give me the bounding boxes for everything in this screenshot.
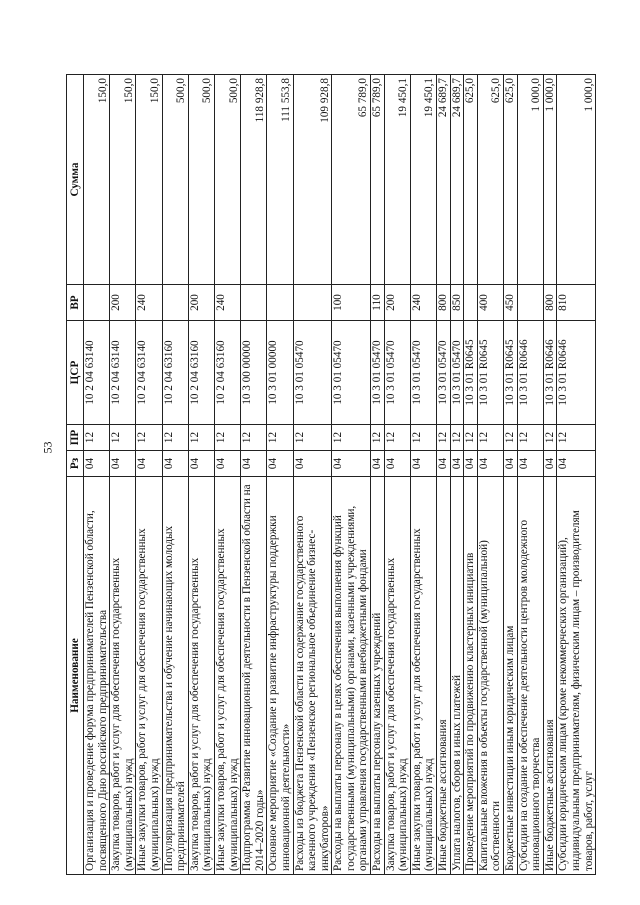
- cell-csr: 10 3 01 05470: [384, 321, 410, 425]
- cell-name: Проведение мероприятий по продвижению кластерных инициатив: [464, 477, 478, 875]
- cell-csr: 10 3 01 05470: [332, 321, 371, 425]
- cell-pr: 12: [384, 425, 410, 451]
- cell-csr: 10 2 04 63140: [110, 321, 136, 425]
- cell-rz: 04: [110, 451, 136, 477]
- cell-name: Расходы на выплаты персоналу казенных учреждений: [371, 477, 385, 875]
- cell-rz: 04: [437, 451, 451, 477]
- table-row: [84, 75, 110, 875]
- page-number: 53: [40, 441, 55, 454]
- cell-name: Организация и проведение форума предпринимателей Пензенской области, посвященного Дню российского предпринимательства: [84, 477, 110, 875]
- cell-name: Субсидии на создание и обеспечение деятельности центров молодежного инновационного творчества: [517, 477, 543, 875]
- cell-vr: [84, 285, 110, 321]
- cell-pr: 12: [464, 425, 478, 451]
- cell-pr: 12: [162, 425, 188, 451]
- cell-sum: 500,0: [214, 75, 240, 285]
- cell-vr: 800: [543, 285, 557, 321]
- cell-rz: 04: [241, 451, 267, 477]
- cell-name: Подпрограмма «Развитие инновационной деятельности в Пензенской области на 2014–2020 годы»: [241, 477, 267, 875]
- cell-sum: 150,0: [136, 75, 162, 285]
- cell-name: Иные бюджетные ассигнования: [543, 477, 557, 875]
- cell-sum: 625,0: [464, 75, 478, 285]
- cell-vr: 850: [450, 285, 464, 321]
- cell-sum: 625,0: [504, 75, 518, 285]
- table-row: [437, 75, 451, 875]
- cell-vr: 200: [384, 285, 410, 321]
- cell-pr: 12: [214, 425, 240, 451]
- cell-csr: 10 2 04 63160: [214, 321, 240, 425]
- cell-rz: 04: [517, 451, 543, 477]
- cell-csr: 10 2 04 63160: [162, 321, 188, 425]
- header-sum: Сумма: [67, 75, 84, 285]
- cell-sum: 1 000,0: [543, 75, 557, 285]
- cell-rz: 04: [450, 451, 464, 477]
- cell-vr: 240: [214, 285, 240, 321]
- cell-rz: 04: [136, 451, 162, 477]
- cell-pr: 12: [517, 425, 543, 451]
- table-row: [136, 75, 162, 875]
- cell-name: Закупка товаров, работ и услуг для обеспечения государственных (муниципальных) нужд: [384, 477, 410, 875]
- table-row: [162, 75, 188, 875]
- cell-rz: 04: [371, 451, 385, 477]
- cell-csr: 10 3 01 R0646: [557, 321, 596, 425]
- cell-csr: 10 3 01 R0645: [504, 321, 518, 425]
- cell-rz: 04: [162, 451, 188, 477]
- cell-name: Закупка товаров, работ и услуг для обеспечения государственных (муниципальных) нужд: [110, 477, 136, 875]
- cell-pr: 12: [188, 425, 214, 451]
- cell-sum: 24 689,7: [450, 75, 464, 285]
- cell-name: Популяризация предпринимательства и обучение начинающих молодых предпринимателей: [162, 477, 188, 875]
- budget-table: [66, 74, 596, 875]
- cell-csr: 10 2 04 63140: [84, 321, 110, 425]
- table-row: [214, 75, 240, 875]
- cell-rz: 04: [332, 451, 371, 477]
- cell-vr: [267, 285, 293, 321]
- cell-vr: [464, 285, 478, 321]
- cell-rz: 04: [384, 451, 410, 477]
- cell-rz: 04: [84, 451, 110, 477]
- cell-vr: 800: [437, 285, 451, 321]
- cell-name: Закупка товаров, работ и услуг для обеспечения государственных (муниципальных) нужд: [188, 477, 214, 875]
- cell-pr: 12: [110, 425, 136, 451]
- cell-sum: 150,0: [110, 75, 136, 285]
- cell-vr: [293, 285, 332, 321]
- cell-name: Иные бюджетные ассигнования: [437, 477, 451, 875]
- table-row: [450, 75, 464, 875]
- rotated-page-content: [66, 75, 595, 875]
- cell-sum: 1 000,0: [517, 75, 543, 285]
- cell-sum: 1 000,0: [557, 75, 596, 285]
- table-body: [84, 75, 596, 875]
- cell-pr: 12: [293, 425, 332, 451]
- cell-pr: 12: [477, 425, 503, 451]
- cell-name: Иные закупки товаров, работ и услуг для обеспечения государственных (муниципальных) нужд: [214, 477, 240, 875]
- table-row: [188, 75, 214, 875]
- table-row: [332, 75, 371, 875]
- table-row: [543, 75, 557, 875]
- table-row: [110, 75, 136, 875]
- cell-name: Расходы из бюджета Пензенской области на содержание государственного казенного учреждения «Пензенское региональное объединение бизнес-инкубаторов»: [293, 477, 332, 875]
- cell-name: Иные закупки товаров, работ и услуг для обеспечения государственных (муниципальных) нужд: [136, 477, 162, 875]
- cell-name: Уплата налогов, сборов и иных платежей: [450, 477, 464, 875]
- cell-vr: 240: [136, 285, 162, 321]
- table-row: [371, 75, 385, 875]
- cell-vr: 200: [188, 285, 214, 321]
- cell-rz: 04: [188, 451, 214, 477]
- cell-rz: 04: [267, 451, 293, 477]
- cell-sum: 19 450,1: [384, 75, 410, 285]
- cell-pr: 12: [136, 425, 162, 451]
- cell-pr: 12: [267, 425, 293, 451]
- table-row: [464, 75, 478, 875]
- table-row: [410, 75, 436, 875]
- cell-sum: 500,0: [188, 75, 214, 285]
- table-row: [504, 75, 518, 875]
- cell-sum: 625,0: [477, 75, 503, 285]
- header-rz: Рз: [67, 451, 84, 477]
- cell-name: Субсидии юридическим лицам (кроме некоммерческих организаций), индивидуальным предпринимателям, физическим лицам – производителям товаров, работ, услуг: [557, 477, 596, 875]
- cell-sum: 500,0: [162, 75, 188, 285]
- table-row: [293, 75, 332, 875]
- cell-sum: 65 789,0: [371, 75, 385, 285]
- cell-csr: 10 3 01 05470: [371, 321, 385, 425]
- table-header-row: [67, 75, 84, 875]
- cell-vr: [162, 285, 188, 321]
- cell-pr: 12: [437, 425, 451, 451]
- cell-vr: 450: [504, 285, 518, 321]
- cell-vr: 240: [410, 285, 436, 321]
- cell-pr: 12: [504, 425, 518, 451]
- cell-pr: 12: [410, 425, 436, 451]
- cell-vr: 200: [110, 285, 136, 321]
- cell-csr: 10 2 04 63160: [188, 321, 214, 425]
- header-csr: ЦСР: [67, 321, 84, 425]
- cell-csr: 10 3 01 05470: [437, 321, 451, 425]
- cell-sum: 109 928,8: [293, 75, 332, 285]
- cell-vr: [517, 285, 543, 321]
- cell-csr: 10 2 04 63140: [136, 321, 162, 425]
- cell-rz: 04: [543, 451, 557, 477]
- header-name: Наименование: [67, 477, 84, 875]
- cell-rz: 04: [410, 451, 436, 477]
- header-pr: ПР: [67, 425, 84, 451]
- table-row: [477, 75, 503, 875]
- cell-sum: 111 553,8: [267, 75, 293, 285]
- cell-name: Бюджетные инвестиции иным юридическим лицам: [504, 477, 518, 875]
- table-row: [267, 75, 293, 875]
- table-row: [557, 75, 596, 875]
- cell-csr: 10 3 01 05470: [450, 321, 464, 425]
- cell-pr: 12: [543, 425, 557, 451]
- cell-vr: [241, 285, 267, 321]
- cell-name: Расходы на выплаты персоналу в целях обеспечения выполнения функций государственными (муниципальными) органами, казенными учреждениями, органами управления государственными внебюджетными фондами: [332, 477, 371, 875]
- cell-vr: 810: [557, 285, 596, 321]
- cell-vr: 100: [332, 285, 371, 321]
- cell-pr: 12: [557, 425, 596, 451]
- cell-sum: 19 450,1: [410, 75, 436, 285]
- cell-csr: 10 3 01 R0646: [543, 321, 557, 425]
- cell-sum: 150,0: [84, 75, 110, 285]
- cell-rz: 04: [464, 451, 478, 477]
- cell-vr: 400: [477, 285, 503, 321]
- cell-pr: 12: [241, 425, 267, 451]
- cell-sum: 118 928,8: [241, 75, 267, 285]
- cell-pr: 12: [450, 425, 464, 451]
- cell-name: Иные закупки товаров, работ и услуг для обеспечения государственных (муниципальных) нужд: [410, 477, 436, 875]
- table-row: [517, 75, 543, 875]
- cell-pr: 12: [332, 425, 371, 451]
- cell-csr: 10 3 01 R0646: [517, 321, 543, 425]
- cell-rz: 04: [557, 451, 596, 477]
- header-vr: ВР: [67, 285, 84, 321]
- cell-csr: 10 3 01 R0645: [464, 321, 478, 425]
- cell-sum: 65 789,0: [332, 75, 371, 285]
- cell-rz: 04: [293, 451, 332, 477]
- cell-pr: 12: [84, 425, 110, 451]
- cell-rz: 04: [504, 451, 518, 477]
- cell-sum: 24 689,7: [437, 75, 451, 285]
- cell-name: Капитальные вложения в объекты государственной (муниципальной) собственности: [477, 477, 503, 875]
- cell-rz: 04: [477, 451, 503, 477]
- cell-csr: 10 3 01 05470: [293, 321, 332, 425]
- cell-rz: 04: [214, 451, 240, 477]
- cell-csr: 10 3 01 00000: [267, 321, 293, 425]
- table-row: [241, 75, 267, 875]
- cell-name: Основное мероприятие «Создание и развитие инфраструктуры поддержки инновационной деятельности»: [267, 477, 293, 875]
- cell-vr: 110: [371, 285, 385, 321]
- cell-pr: 12: [371, 425, 385, 451]
- table-row: [384, 75, 410, 875]
- cell-csr: 10 3 01 05470: [410, 321, 436, 425]
- cell-csr: 10 3 01 R0645: [477, 321, 503, 425]
- cell-csr: 10 3 00 00000: [241, 321, 267, 425]
